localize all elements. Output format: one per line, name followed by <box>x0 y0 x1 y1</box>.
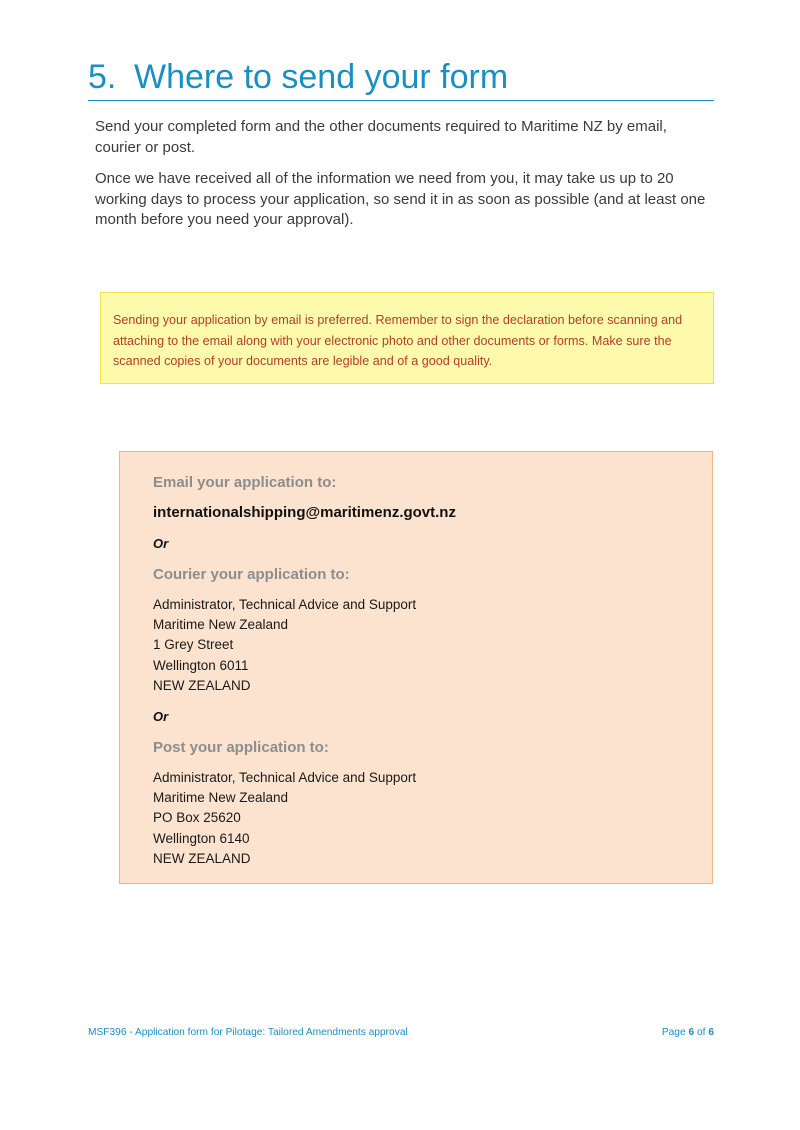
footer-form-title: MSF396 - Application form for Pilotage: Tailored Amendments approval <box>88 1027 408 1038</box>
post-address-line: PO Box 25620 <box>153 810 241 826</box>
page-total: 6 <box>708 1027 714 1038</box>
submission-options-box <box>119 451 713 884</box>
section-number: 5. <box>88 58 117 96</box>
or-separator-1: Or <box>153 536 169 551</box>
post-heading: Post your application to: <box>153 739 329 757</box>
courier-heading: Courier your application to: <box>153 566 350 583</box>
note-text: Sending your application by email is preferred. Remember to sign the declaration before scanning and attaching to the email along with your electronic photo and other documents or forms. Make sure the scanned copies of your documents are legible and of a good quality. <box>113 313 683 368</box>
post-address-line: Wellington 6140 <box>153 830 250 846</box>
post-address-line: Administrator, Technical Advice and Support <box>153 770 417 786</box>
email-heading: Email your application to: <box>153 474 337 491</box>
page-current: 6 <box>688 1027 695 1038</box>
section-title: Where to send your form <box>134 58 509 96</box>
courier-address-line: Maritime New Zealand <box>153 617 289 633</box>
courier-address-line: NEW ZEALAND <box>153 677 251 693</box>
email-address-link[interactable]: internationalshipping@maritimenz.govt.nz <box>153 504 456 521</box>
processing-time-paragraph: Once we have received all of the information we need from you, it may take us up to 20 working days to process your application, so send it in as soon as possible (and at least one month before you need your approval). <box>95 170 706 228</box>
or-separator-2: Or <box>153 709 169 725</box>
courier-address <box>153 595 712 696</box>
intro-paragraph: Send your completed form and the other documents required to Maritime NZ by email, courier or post. <box>95 118 667 156</box>
page-label: Page <box>661 1027 686 1038</box>
page-separator: of <box>696 1027 706 1038</box>
email-preferred-note <box>100 292 714 384</box>
post-address-line: NEW ZEALAND <box>153 850 251 866</box>
section-heading <box>88 56 714 101</box>
page-number <box>662 1026 714 1040</box>
post-address-line: Maritime New Zealand <box>153 790 289 806</box>
courier-address-line: Wellington 6011 <box>153 657 249 673</box>
courier-address-line: Administrator, Technical Advice and Support <box>153 597 417 612</box>
post-address <box>153 768 712 869</box>
courier-address-line: 1 Grey Street <box>153 637 234 653</box>
